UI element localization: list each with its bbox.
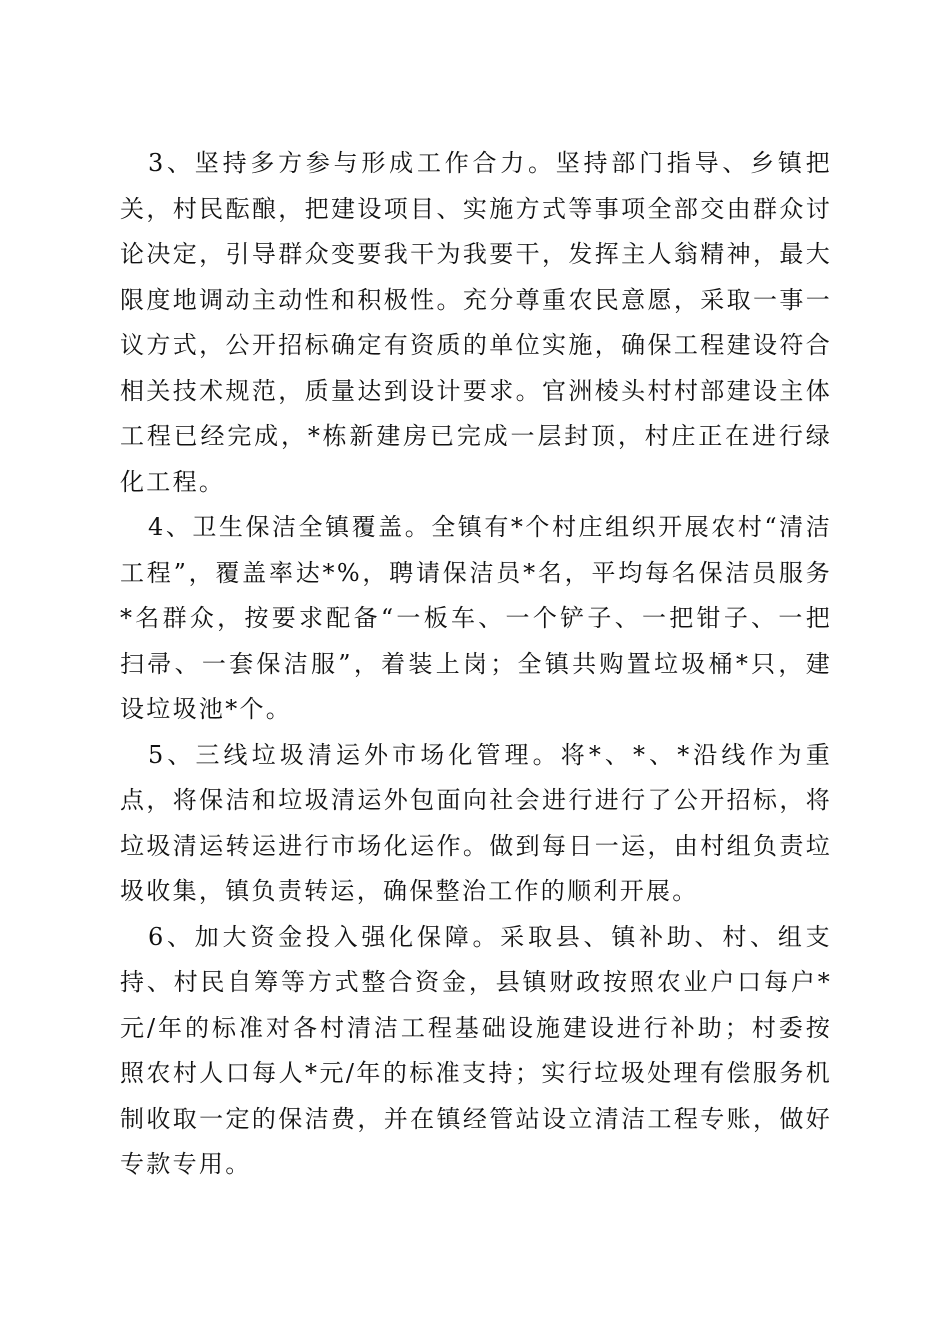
paragraph-4-sanitation-coverage: 4、卫生保洁全镇覆盖。全镇有*个村庄组织开展农村“清洁工程”，覆盖率达*%，聘请保洁员*名，平均每名保洁员服务*名群众，按要求配备“一板车、一个铲子、一把钳子、一把扫帚、一套保洁服”，着装上岗；全镇共购置垃圾桶*只，建设垃圾池*个。 [120,513,832,723]
paragraph-3-multi-party-participation: 3、坚持多方参与形成工作合力。坚持部门指导、乡镇把关，村民酝酿，把建设项目、实施方式等事项全部交由群众讨论决定，引导群众变要我干为我要干，发挥主人翁精神，最大限度地调动主动性和积极性。充分尊重农民意愿，采取一事一议方式，公开招标确定有资质的单位实施，确保工程建设符合相关技术规范，质量达到设计要求。官洲棱头村村部建设主体工程已经完成，*栋新建房已完成一层封顶，村庄正在进行绿化工程。 [120,149,832,496]
paragraph-5-garbage-transport-marketization: 5、三线垃圾清运外市场化管理。将*、*、*沿线作为重点，将保洁和垃圾清运外包面向社会进行进行了公开招标，将垃圾清运转运进行市场化运作。做到每日一运，由村组负责垃圾收集，镇负责转运，确保整治工作的顺利开展。 [120,740,832,905]
document-body [120,141,832,1188]
paragraph-6-funding-investment: 6、加大资金投入强化保障。采取县、镇补助、村、组支持、村民自筹等方式整合资金，县镇财政按照农业户口每户*元/年的标准对各村清洁工程基础设施建设进行补助；村委按照农村人口每人*元/年的标准支持；实行垃圾处理有偿服务机制收取一定的保洁费，并在镇经管站设立清洁工程专账，做好专款专用。 [120,922,832,1178]
